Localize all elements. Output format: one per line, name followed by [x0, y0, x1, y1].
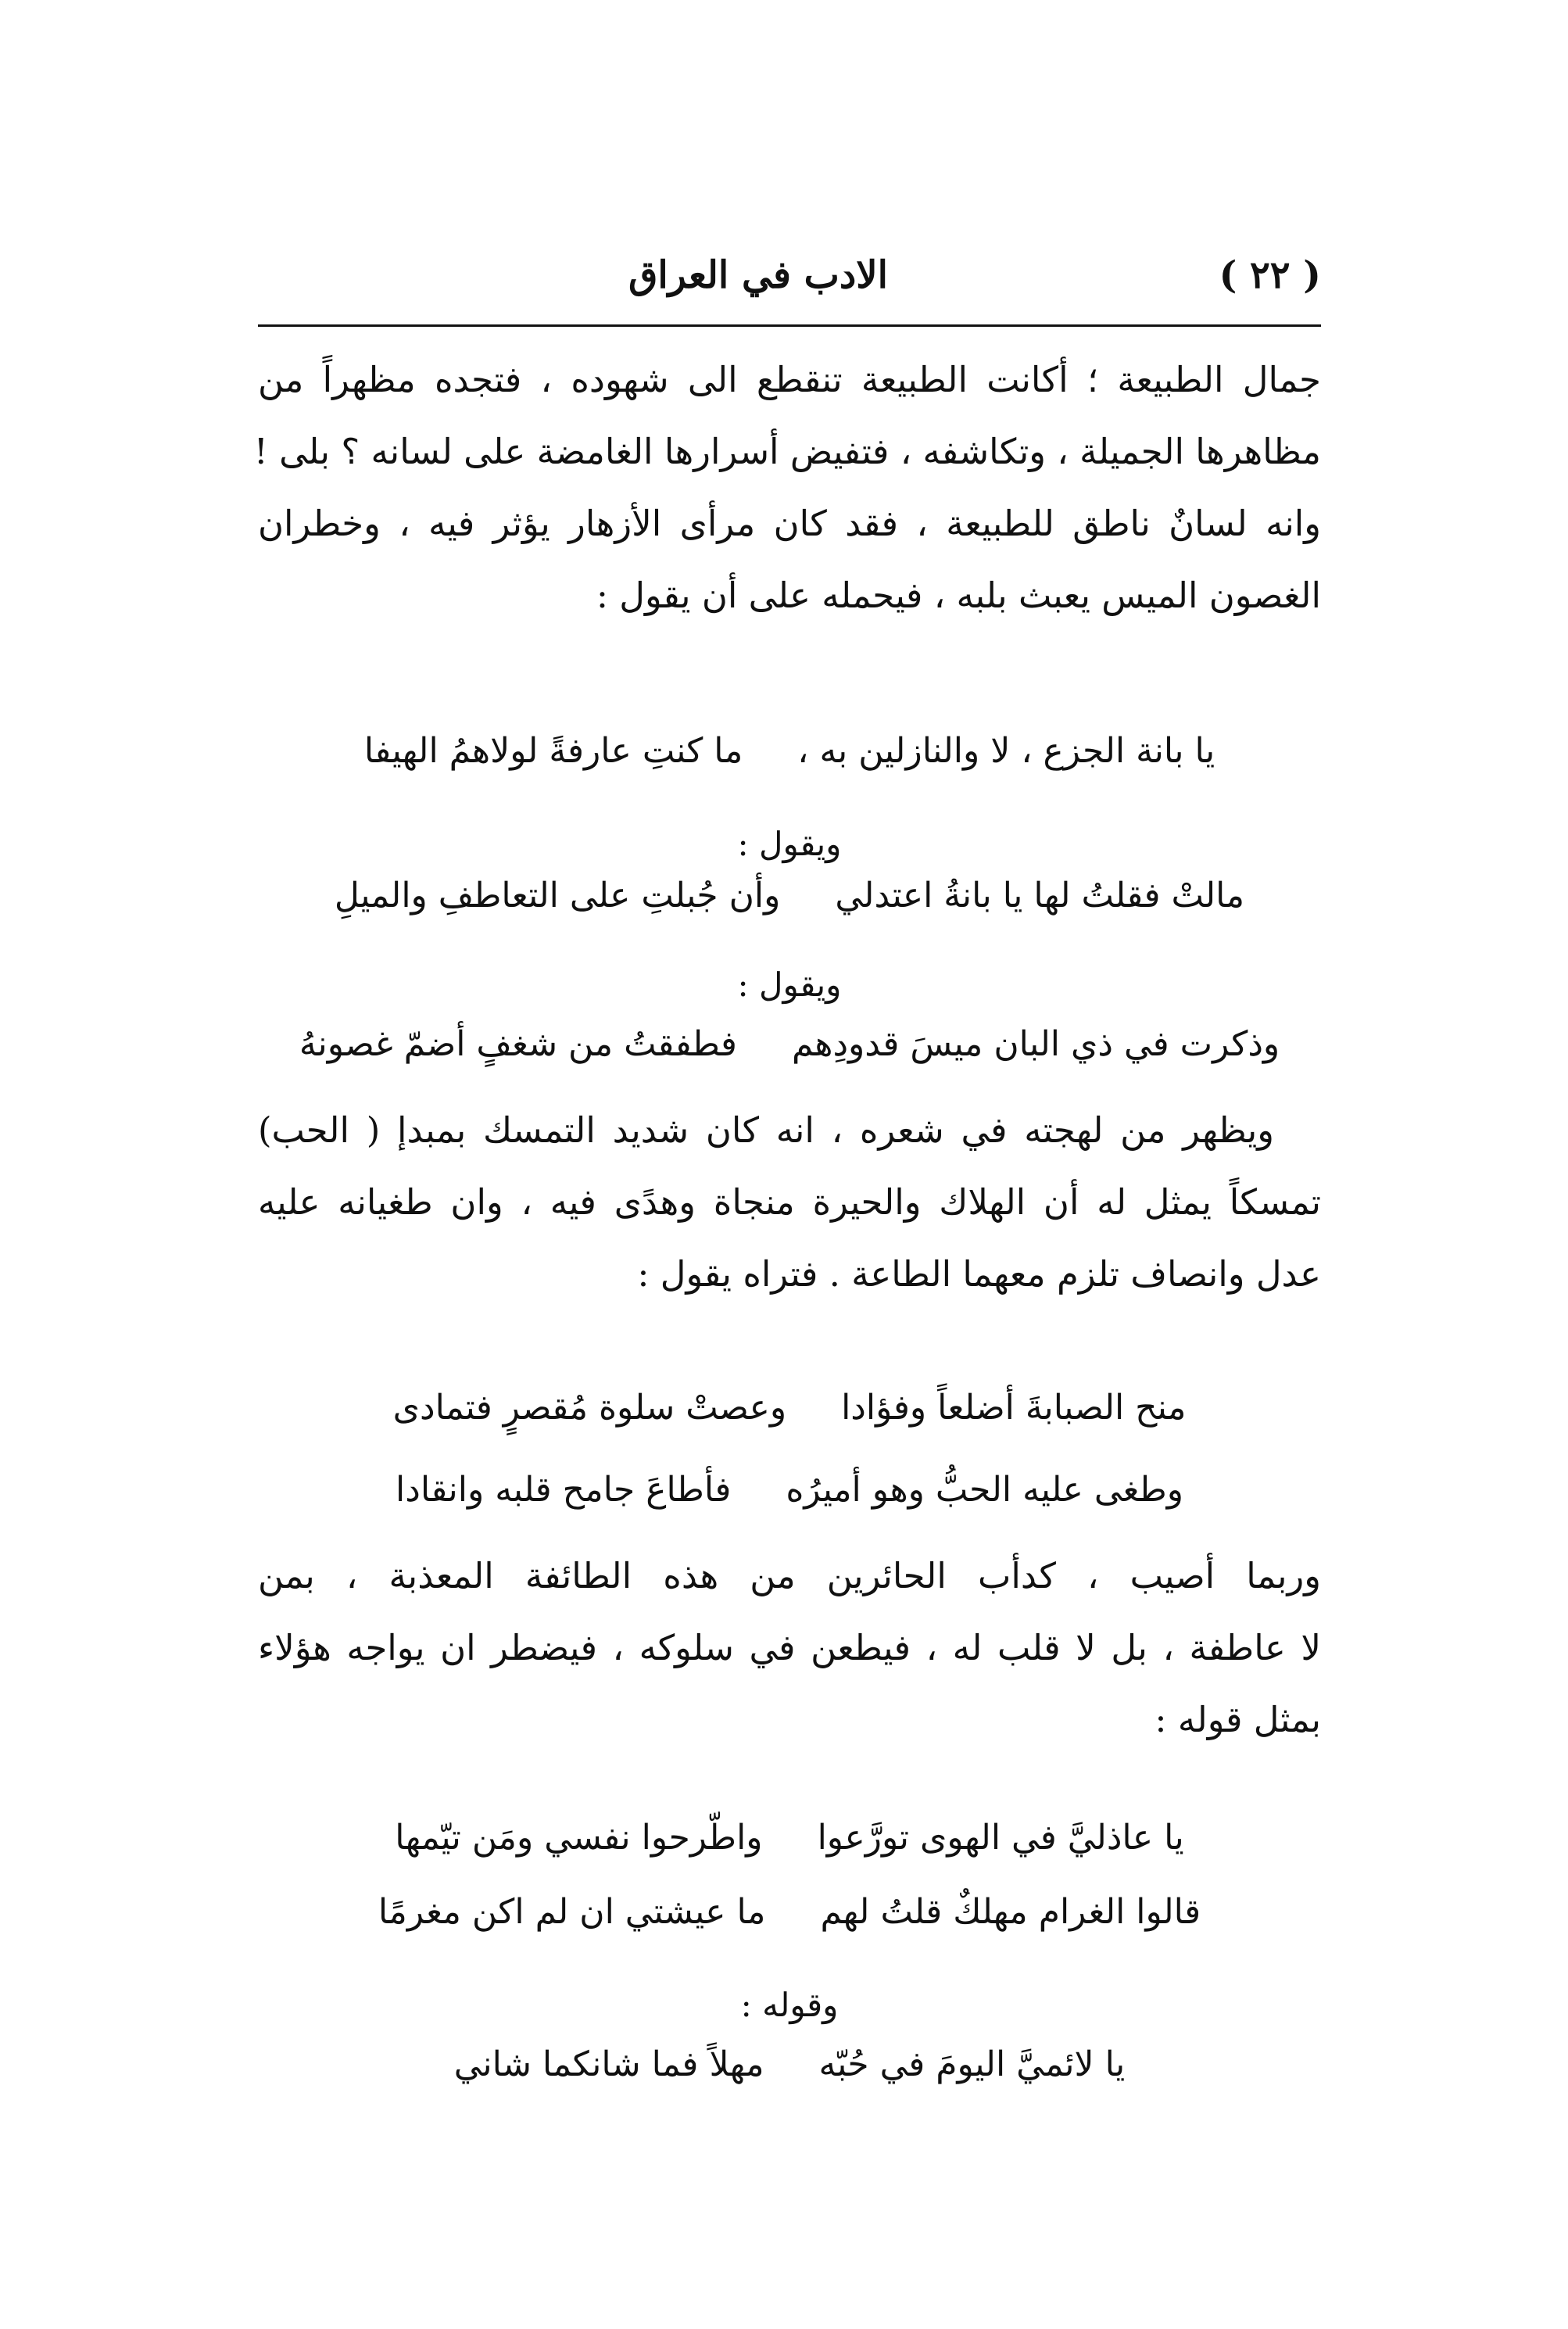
- paragraph-line: بمثل قوله :: [1155, 1699, 1321, 1740]
- verse-first-hemistich: وطغى عليه الحبُّ وهو أميرُه: [786, 1470, 1183, 1510]
- verse-line: [258, 731, 1321, 803]
- verse-first-hemistich: وذكرت في ذي البان ميسَ قدودِهم: [791, 1024, 1280, 1064]
- verse-second-hemistich: فطفقتُ من شغفٍ أضمّ غصونهُ: [299, 1024, 737, 1064]
- verse-second-hemistich: ما كنتِ عارفةً لولاهمُ الهيفا: [363, 731, 743, 771]
- verse-line: [258, 1388, 1321, 1460]
- paragraph-3: [258, 1540, 1321, 1756]
- paragraph-line: جمال الطبيعة ؛ أكانت الطبيعة تنقطع الى شهوده ، فتجده مظهراً من: [258, 359, 1321, 400]
- verse-first-hemistich: مالتْ فقلتُ لها يا بانةُ اعتدلي: [835, 876, 1245, 915]
- verse-first-hemistich: قالوا الغرام مهلكٌ قلتُ لهم: [820, 1892, 1201, 1932]
- verse-line: [258, 1470, 1321, 1542]
- paragraph-line: مظاهرها الجميلة ، وتكاشفه ، فتفيض أسرارها الغامضة على لسانه ؟ بلى !: [253, 431, 1321, 472]
- verse-first-hemistich: يا بانة الجزع ، لا والنازلين به ،: [797, 731, 1215, 771]
- verse-line: [258, 2044, 1321, 2116]
- quote-intro-label: وقوله :: [740, 1986, 839, 2024]
- verse-line: [258, 1024, 1321, 1096]
- running-title: الادب في العراق: [628, 253, 888, 297]
- paragraph-line: ويظهر من لهجته في شعره ، انه كان شديد التمسك بمبدإ ( الحب): [258, 1109, 1274, 1151]
- paragraph-line: وربما أصيب ، كدأب الحائرين من هذه الطائفة المعذبة ، بمن: [258, 1555, 1321, 1596]
- verse-second-hemistich: واطّرحوا نفسي ومَن تيّمها: [395, 1818, 763, 1858]
- page-header: [258, 250, 1321, 313]
- paragraph-1: [253, 344, 1321, 632]
- paragraph-line: عدل وانصاف تلزم معهما الطاعة . فتراه يقول :: [637, 1253, 1321, 1295]
- quote-intro-label: ويقول :: [737, 966, 842, 1004]
- verse-line: [258, 1818, 1321, 1890]
- verse-second-hemistich: وأن جُبلتِ على التعاطفِ والميلِ: [334, 876, 781, 915]
- verse-line: [258, 876, 1321, 948]
- page-number: ( ٢٢ ): [1219, 253, 1321, 297]
- verse-first-hemistich: يا لائميَّ اليومَ في حُبّه: [818, 2044, 1126, 2084]
- paragraph-line: لا عاطفة ، بل لا قلب له ، فيطعن في سلوكه ، فيضطر ان يواجه هؤلاء: [258, 1627, 1321, 1668]
- header-rule: [258, 324, 1321, 327]
- verse-first-hemistich: يا عاذليَّ في الهوى تورَّعوا: [817, 1818, 1184, 1858]
- paragraph-line: تمسكاً يمثل له أن الهلاك والحيرة منجاة وهدًى فيه ، وان طغيانه عليه: [258, 1181, 1321, 1223]
- quote-intro-label: ويقول :: [737, 825, 842, 863]
- verse-first-hemistich: منح الصبابةَ أضلعاً وفؤادا: [841, 1388, 1187, 1428]
- verse-second-hemistich: فأطاعَ جامح قلبه وانقادا: [396, 1470, 732, 1510]
- paragraph-2: [258, 1095, 1321, 1310]
- verse-line: [258, 1892, 1321, 1964]
- verse-second-hemistich: ما عيشتي ان لم اكن مغرمًا: [378, 1892, 766, 1932]
- verse-second-hemistich: مهلاً فما شانكما شاني: [453, 2044, 764, 2084]
- verse-second-hemistich: وعصتْ سلوة مُقصرٍ فتمادى: [392, 1388, 787, 1428]
- paragraph-line: الغصون الميس يعبث بلبه ، فيحمله على أن يقول :: [596, 575, 1321, 616]
- paragraph-line: وانه لسانٌ ناطق للطبيعة ، فقد كان مرأى الأزهار يؤثر فيه ، وخطران: [258, 503, 1321, 544]
